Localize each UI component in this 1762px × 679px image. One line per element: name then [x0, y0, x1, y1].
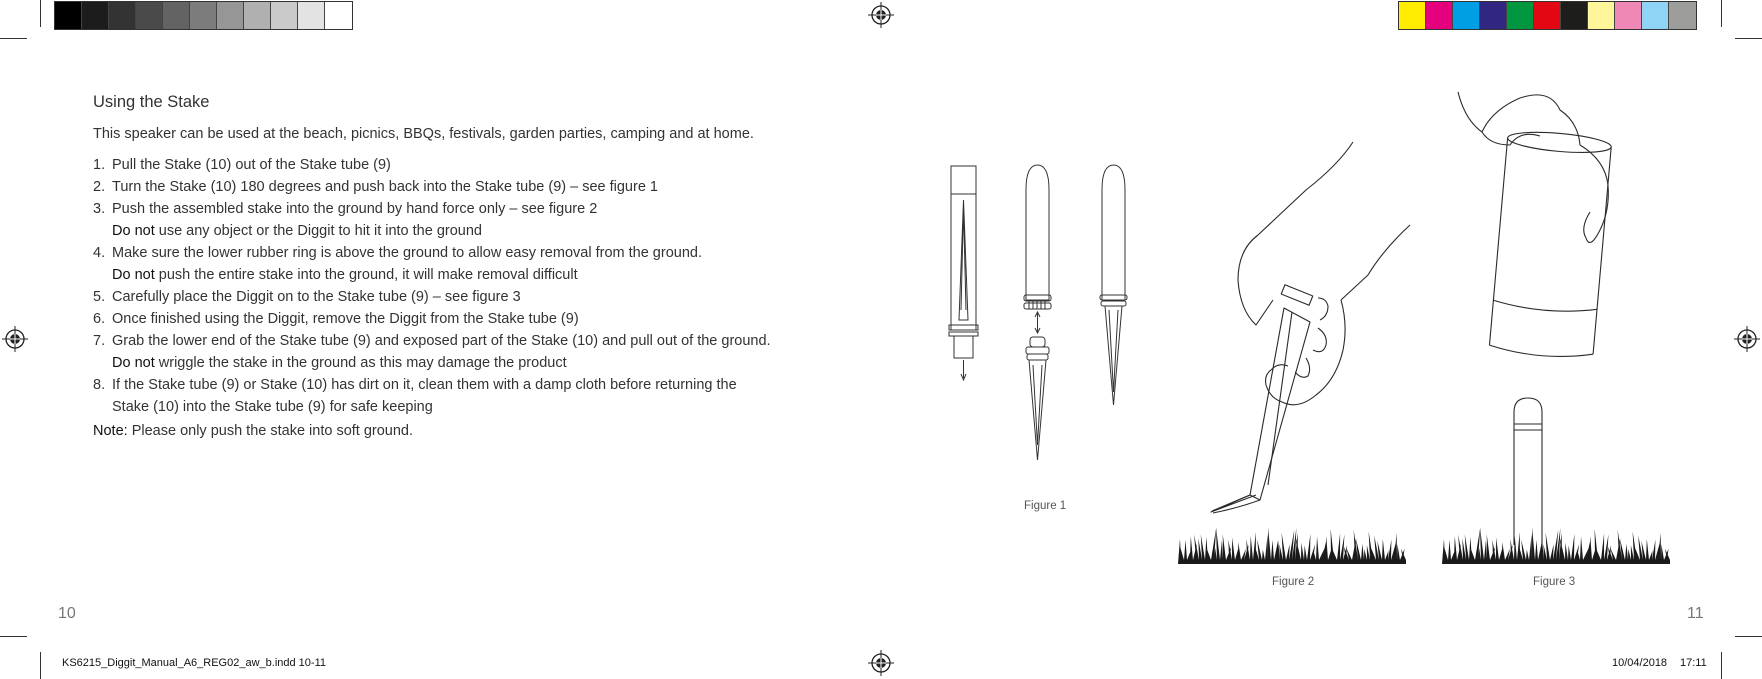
gray-swatch [298, 2, 325, 29]
figure-2-caption: Figure 2 [1272, 576, 1315, 588]
color-swatch [1561, 2, 1588, 29]
instruction-step [93, 198, 893, 242]
step-text: Stake (10) into the Stake tube (9) for safe keeping [112, 399, 433, 415]
step-text: Turn the Stake (10) 180 degrees and push back into the Stake tube (9) – see figure 1 [112, 179, 658, 195]
color-swatch [1588, 2, 1615, 29]
figure-3-diggit-placement-illustration [1440, 90, 1675, 565]
gray-swatch [55, 2, 82, 29]
crop-mark [1721, 0, 1722, 27]
note-paragraph [93, 423, 413, 439]
crop-mark [40, 652, 41, 679]
figure-3-caption: Figure 3 [1533, 576, 1576, 588]
color-swatch [1453, 2, 1480, 29]
note-label: Note: [93, 423, 128, 439]
step-warning-label: Do not [112, 355, 155, 371]
color-swatch [1480, 2, 1507, 29]
gray-swatch [190, 2, 217, 29]
step-text: use any object or the Diggit to hit it into the ground [154, 223, 482, 239]
step-line [112, 154, 893, 176]
gray-swatch [109, 2, 136, 29]
document-slug-filename: KS6215_Diggit_Manual_A6_REG02_aw_b.indd 10-11 [62, 657, 326, 669]
step-line [112, 198, 893, 220]
step-line [112, 220, 893, 242]
step-text: Make sure the lower rubber ring is above the ground to allow easy removal from the ground. [112, 245, 702, 261]
section-heading: Using the Stake [93, 93, 210, 111]
intro-paragraph: This speaker can be used at the beach, picnics, BBQs, festivals, garden parties, camping and at home. [93, 126, 754, 142]
step-line [112, 308, 893, 330]
gray-swatch [217, 2, 244, 29]
color-swatch [1399, 2, 1426, 29]
registration-mark-icon [1734, 326, 1760, 352]
step-number: 6. [93, 311, 106, 327]
page-number-left: 10 [58, 605, 76, 622]
step-number: 3. [93, 201, 106, 217]
step-warning-label: Do not [112, 223, 155, 239]
step-warning-label: Do not [112, 267, 155, 283]
step-text: Once finished using the Diggit, remove the Diggit from the Stake tube (9) [112, 311, 579, 327]
grass-illustration [1442, 527, 1670, 564]
step-line [112, 176, 893, 198]
registration-mark-icon [868, 650, 894, 676]
instruction-step [93, 374, 893, 418]
step-line [112, 330, 893, 352]
instruction-steps-list [93, 154, 893, 418]
step-number: 8. [93, 377, 106, 393]
grayscale-color-bar [54, 1, 353, 30]
step-line [112, 264, 893, 286]
crop-mark [40, 0, 41, 27]
figure-1-caption: Figure 1 [1024, 500, 1067, 512]
crop-mark [1735, 38, 1762, 39]
color-swatch [1669, 2, 1696, 29]
color-swatch [1507, 2, 1534, 29]
gray-swatch [271, 2, 298, 29]
color-swatch [1642, 2, 1669, 29]
gray-swatch [325, 2, 352, 29]
registration-mark-icon [2, 326, 28, 352]
color-swatch [1534, 2, 1561, 29]
instruction-step [93, 330, 893, 374]
step-line [112, 396, 893, 418]
document-slug-time: 17:11 [1680, 657, 1707, 669]
crop-mark [1721, 652, 1722, 679]
crop-mark [0, 38, 27, 39]
step-number: 5. [93, 289, 106, 305]
gray-swatch [244, 2, 271, 29]
gray-swatch [82, 2, 109, 29]
step-line [112, 242, 893, 264]
step-text: Push the assembled stake into the ground by hand force only – see figure 2 [112, 201, 598, 217]
step-number: 1. [93, 157, 106, 173]
page-number-right: 11 [1687, 605, 1704, 622]
document-slug-date: 10/04/2018 [1612, 657, 1668, 669]
instruction-step [93, 308, 893, 330]
step-text: Pull the Stake (10) out of the Stake tube (9) [112, 157, 391, 173]
instruction-step [93, 286, 893, 308]
step-number: 4. [93, 245, 106, 261]
step-text: push the entire stake into the ground, it will make removal difficult [154, 267, 578, 283]
figure-1-stake-assembly-illustration [945, 160, 1145, 475]
process-color-bar [1398, 1, 1697, 30]
instruction-step [93, 176, 893, 198]
figure-2-hand-pushing-stake-illustration [1178, 140, 1413, 565]
step-text: If the Stake tube (9) or Stake (10) has dirt on it, clean them with a damp cloth before returning the [112, 377, 737, 393]
gray-swatch [163, 2, 190, 29]
registration-mark-icon [868, 2, 894, 28]
step-line [112, 374, 893, 396]
step-number: 2. [93, 179, 106, 195]
step-line [112, 352, 893, 374]
instruction-step [93, 154, 893, 176]
gray-swatch [136, 2, 163, 29]
grass-illustration [1178, 527, 1406, 564]
crop-mark [0, 636, 27, 637]
color-swatch [1615, 2, 1642, 29]
step-text: wriggle the stake in the ground as this may damage the product [154, 355, 567, 371]
crop-mark [1735, 636, 1762, 637]
step-text: Carefully place the Diggit on to the Stake tube (9) – see figure 3 [112, 289, 521, 305]
color-swatch [1426, 2, 1453, 29]
step-text: Grab the lower end of the Stake tube (9) and exposed part of the Stake (10) and pull out of the ground. [112, 333, 771, 349]
step-line [112, 286, 893, 308]
note-text: Please only push the stake into soft ground. [127, 423, 414, 439]
instruction-step [93, 242, 893, 286]
step-number: 7. [93, 333, 106, 349]
